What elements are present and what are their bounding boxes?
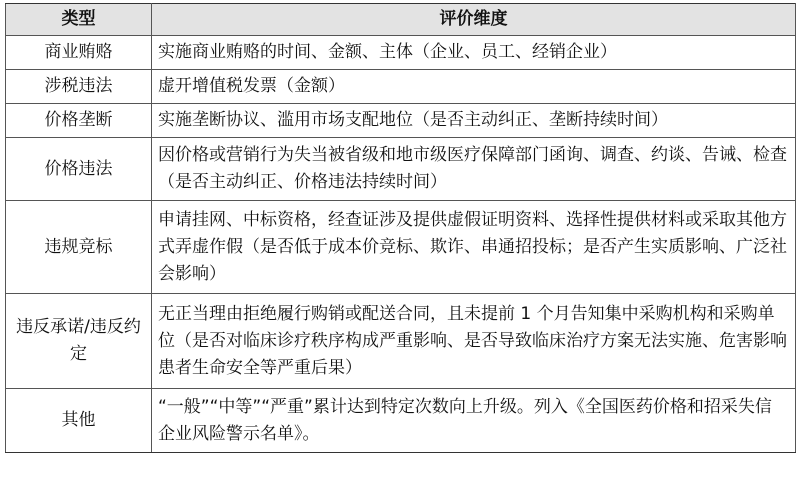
row-criteria: 实施商业贿赂的时间、金额、主体（企业、员工、经销企业）: [152, 36, 796, 70]
table-row: [6, 389, 796, 453]
table-row: [6, 138, 796, 201]
table-row: [6, 201, 796, 294]
header-criteria: 评价维度: [152, 4, 796, 36]
table-row: [6, 104, 796, 138]
table-header-row: [6, 4, 796, 36]
row-criteria: 申请挂网、中标资格，经查证涉及提供虚假证明资料、选择性提供材料或采取其他方式弄虚作假（是否低于成本价竞标、欺诈、串通招投标；是否产生实质影响、广泛社会影响）: [152, 201, 796, 294]
row-criteria: 因价格或营销行为失当被省级和地市级医疗保障部门函询、调查、约谈、告诫、检查（是否主动纠正、价格违法持续时间）: [152, 138, 796, 201]
row-type: 违反承诺/违反约定: [6, 294, 152, 389]
evaluation-table: [5, 3, 796, 453]
row-type: 涉税违法: [6, 70, 152, 104]
table-row: [6, 294, 796, 389]
row-type: 其他: [6, 389, 152, 453]
row-type: 价格垄断: [6, 104, 152, 138]
row-type: 违规竞标: [6, 201, 152, 294]
row-criteria: 无正当理由拒绝履行购销或配送合同，且未提前 1 个月告知集中采购机构和采购单位（是否对临床诊疗秩序构成严重影响、是否导致临床治疗方案无法实施、危害影响患者生命安全等严重后果）: [152, 294, 796, 389]
table-row: [6, 70, 796, 104]
header-type: 类型: [6, 4, 152, 36]
row-type: 价格违法: [6, 138, 152, 201]
row-criteria: 实施垄断协议、滥用市场支配地位（是否主动纠正、垄断持续时间）: [152, 104, 796, 138]
row-criteria: 虚开增值税发票（金额）: [152, 70, 796, 104]
evaluation-table-container: [5, 3, 795, 453]
row-criteria: “一般”“中等”“严重”累计达到特定次数向上升级。列入《全国医药价格和招采失信企业风险警示名单》。: [152, 389, 796, 453]
row-type: 商业贿赂: [6, 36, 152, 70]
table-row: [6, 36, 796, 70]
